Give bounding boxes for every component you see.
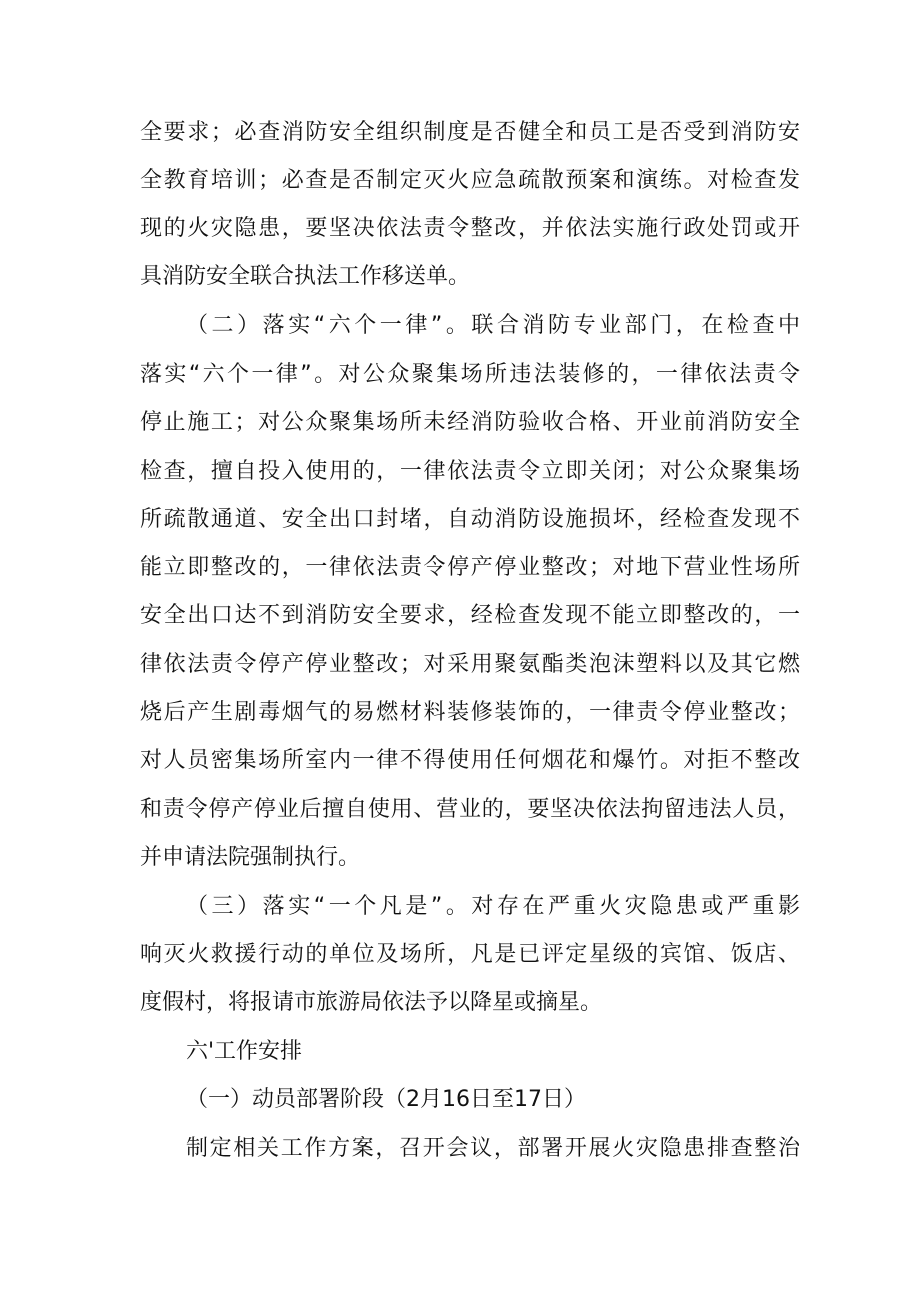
text-line: 响灭火救援行动的单位及场所，凡是已评定星级的宾馆、饭店、: [140, 942, 800, 967]
text-line: 所疏散通道、安全出口封堵，自动消防设施损坏，经检查发现不: [140, 507, 800, 532]
text-line: 全教育培训；必查是否制定灭火应急疏散预案和演练。对检查发: [140, 168, 800, 193]
text-line: 全要求；必查消防安全组织制度是否健全和员工是否受到消防安: [140, 120, 800, 145]
subsection-heading: （一）动员部署阶段（2月16日至17日）: [186, 1087, 586, 1112]
paragraph-start-line: 制定相关工作方案，召开会议，部署开展火灾隐患排查整治: [186, 1136, 800, 1161]
text-line: 烧后产生剧毒烟气的易燃材料装修装饰的，一律责令停业整改；: [140, 700, 800, 725]
text-line: 具消防安全联合执法工作移送单。: [140, 264, 471, 289]
text-line: 对人员密集场所室内一律不得使用任何烟花和爆竹。对拒不整改: [140, 748, 800, 773]
text-line: 检查，擅自投入使用的，一律依法责令立即关闭；对公众聚集场: [140, 459, 800, 484]
text-line: 并申请法院强制执行。: [140, 845, 361, 870]
text-line: 律依法责令停产停业整改；对采用聚氨酯类泡沫塑料以及其它燃: [140, 652, 800, 677]
text-line: 能立即整改的，一律依法责令停产停业整改；对地下营业性场所: [140, 555, 800, 580]
paragraph-start-line: （三）落实“一个凡是”。对存在严重火灾隐患或严重影: [186, 894, 800, 919]
section-heading: 六'工作安排: [186, 1039, 303, 1064]
text-line: 度假村，将报请市旅游局依法予以降星或摘星。: [140, 990, 603, 1015]
paragraph-start-line: （二）落实“六个一律”。联合消防专业部门，在检查中: [186, 313, 800, 338]
text-line: 现的火灾隐患，要坚决依法责令整改，并依法实施行政处罚或开: [140, 216, 800, 241]
text-line: 和责令停产停业后擅自使用、营业的，要坚决依法拘留违法人员，: [140, 797, 800, 822]
text-line: 安全出口达不到消防安全要求，经检查发现不能立即整改的，一: [140, 603, 800, 628]
text-line: 落实“六个一律”。对公众聚集场所违法装修的，一律依法责令: [140, 362, 800, 387]
text-line: 停止施工；对公众聚集场所未经消防验收合格、开业前消防安全: [140, 410, 800, 435]
